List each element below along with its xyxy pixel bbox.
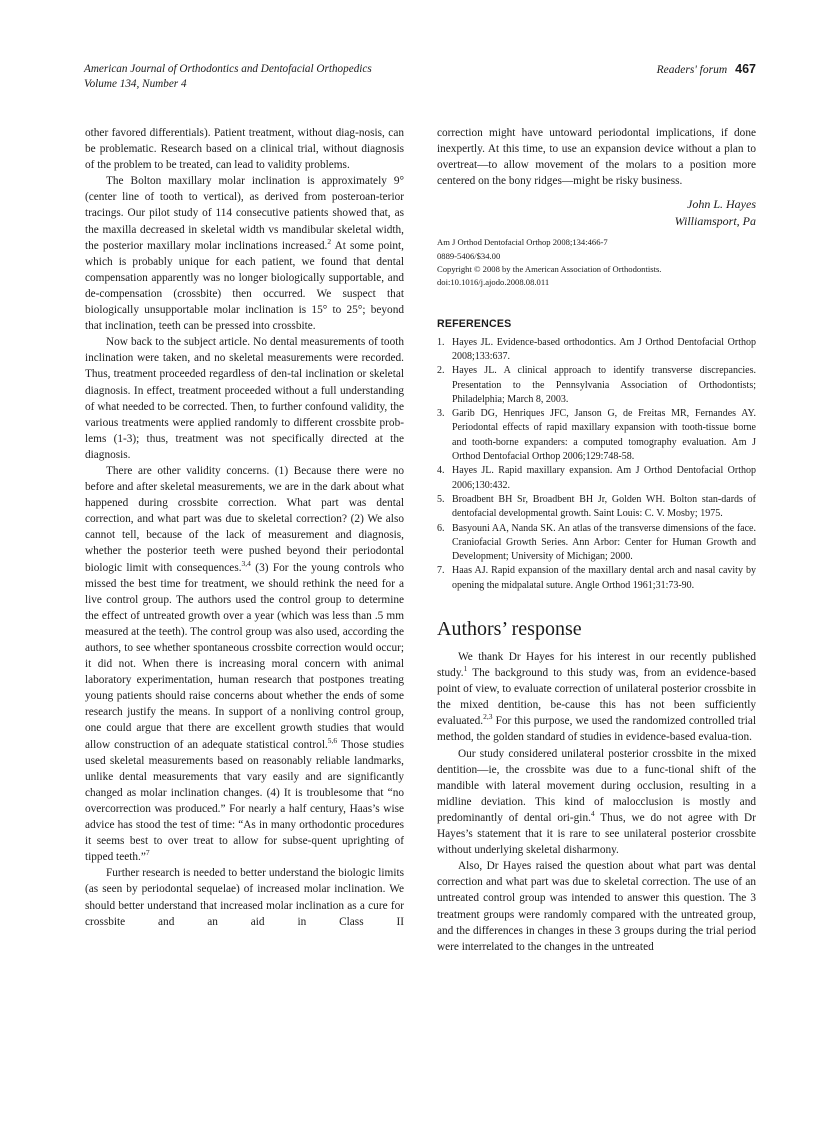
response-paragraph-3: Also, Dr Hayes raised the question about what part was dental correction and what part was due to skeletal correction. The use of an untreated control group was intended to answer this question. The 3 treatment groups were randomly compared with the untreated group, and the differences in changes in these 3 groups during the trial period were interrelated to the changes in the untreated [437, 860, 756, 953]
citation-superscript: 7 [145, 848, 150, 858]
reference-item: 4. Hayes JL. Rapid maxillary expansion. Am J Orthod Dentofacial Orthop 2006;130:432. [437, 465, 756, 491]
left-column [85, 125, 404, 930]
reference-item: 2. Hayes JL. A clinical approach to identify transverse discrepancies. Presentation to the Pennsylvania Association of Orthodontists; Philadelphia; March 8, 2003. [437, 365, 756, 405]
citation-superscript: 5,6 [327, 735, 338, 745]
citation-superscript: 2,3 [483, 712, 493, 722]
copyright-line: Copyright © 2008 by the American Association of Orthodontists. [437, 263, 662, 274]
citation-superscript: 1 [463, 664, 468, 674]
response-paragraph-2: Our study considered unilateral posterior crossbite in the mixed dentition—ie, the crossbite was due to a func-tional shift of the mandible with lateral movement during occlusion, resulting in a midline deviation. This kind of malocclusion is mostly and predominantly of dental ori-gin.$^4$ Thus, we do not agree with Dr Hayes’s statement that it is rare to see unilateral posterior crossbite without underlying skeletal disharmony. [437, 747, 756, 857]
citation-superscript: 4 [590, 808, 595, 818]
journal-title: American Journal of Orthodontics and Dentofacial Orthopedics [84, 63, 372, 75]
letter-paragraph-1: other favored differentials). Patient treatment, without diag-nosis, can be problematic. Research based on a clinical trial, without diagnosis of the problem to be treated, can lead to validity problems. [85, 127, 404, 172]
references-list [437, 336, 756, 593]
journal-volume: Volume 134, Number 4 [84, 78, 187, 90]
doi-line[interactable]: doi:10.1016/j.ajodo.2008.08.011 [437, 277, 550, 288]
response-paragraph-1: We thank Dr Hayes for his interest in our recently published study.$^1$ The background to this study was, from an evidence-based point of view, to evaluate correction of unilateral posterior crossbite in the mixed dentition, be-cause this has not been sufficiently evaluated.$^{2,3}$ For this purpose, we used the randomized controlled trial method, the golden standard of studies in evidence-based evalua-tion. [437, 651, 756, 744]
reference-item: 6. Basyouni AA, Nanda SK. An atlas of the transverse dimensions of the face. Craniofacial Growth Series. Ann Arbor: Center for Human Growth and Development; University of Michigan; 2000. [437, 522, 756, 563]
signature [437, 196, 756, 230]
letter-paragraph-5: Further research is needed to better understand the biologic limits (as seen by periodontal sequelae) of increased molar inclination. We should better understand that increased molar inclination as a cure for crossbite and an aid in Class II [85, 867, 404, 928]
citation-line: Am J Orthod Dentofacial Orthop 2008;134:466-7 [437, 237, 608, 248]
citation-superscript: 3,4 [241, 558, 251, 568]
page-number: 467 [735, 62, 756, 76]
reference-item: 1. Hayes JL. Evidence-based orthodontics. Am J Orthod Dentofacial Orthop 2008;133:637. [437, 336, 756, 362]
citation-superscript: 2 [327, 236, 332, 246]
section-name: Readers' forum [656, 64, 728, 76]
running-header-journal [84, 62, 372, 92]
issn-line: 0889-5406/$34.00 [437, 250, 501, 261]
letter-paragraph-2: The Bolton maxillary molar inclination is approximately 9° (center line of tooth to vertical), as derived from posteroan-terior tracings. Our pilot study of 114 consecutive patients showed that, as the maxilla decreased in skeletal width vs mandibular skeletal width, the posterior maxillary molar inclinations increased.$^2$ At some point, which is probably unique for each patient, we found that dental compensation apparently was no longer biologically supportable, and de-compensation (crossbite) then occurred. We suspect that biologically unsupportable molar inclination is 15° to 25°; beyond that inclination, teeth can be pressed into crossbite. [85, 175, 404, 333]
references-heading: REFERENCES [437, 317, 512, 330]
author-location: Williamsport, Pa [674, 214, 756, 229]
letter-paragraph-4: There are other validity concerns. (1) Because there were no before and after skeletal measurements, we are in the dark about what happened during crossbite correction. What part was dental correction, and what part was due to skeletal correction? (2) We also cannot tell, because of the lack of measurement and diagnosis, whether the posterior teeth were pushed beyond their periodontal biologic limit with consequences.$^{3,4}$ (3) For the young controls who missed the best time for treatment, we should rethink the need for a live control group. The authors used the control group to determine the effect of untreated growth over a year (which was less than .5 mm measured at the teeth). The control group was also used, according the authors, to see whether spontaneous crossbite correction would occur; it did not. When there is increasing moral concern with animal laboratory experimentation, human research that postpones treating young patients should raise concerns about whether the ends of some research justify the means. In support of a nonliving control group, one could argue that there are excellent growth studies that would allow construction of an adequate statistical control.$^{5,6}$ Those studies used skeletal measurements based on reasonably reliable landmarks, unlike dental measurements that vary easily and are significantly changed as molar inclination changes. (4) It is troublesome that “no overcorrection was produced.” For nearly a half century, Haas’s wise advice has stood the test of time: “As in many orthodontic procedures it seems best to over treat to allow for subse-quent uprighting of tipped teeth.”$^7$ [85, 464, 405, 864]
right-column [437, 125, 756, 955]
reference-item: 3. Garib DG, Henriques JFC, Janson G, de Freitas MR, Fernandes AY. Periodontal effects of rapid maxillary expansion with tooth-tissue borne and tooth-borne expanders: a computed tomography evaluation. Am J Orthod Dentofacial Orthop 2006;129:748-58. [437, 408, 756, 463]
letter-paragraph-3: Now back to the subject article. No dental measurements of tooth inclination were taken, and no skeletal measurements were recorded. Thus, treatment proceeded regardless of den-tal inclination or skeletal diagnosis. In effect, treatment proceeded without a full understanding of what needed to be corrected. Then, to further confound validity, the various treatments were applied randomly to different crossbite prob-lems (1-3); thus, treatment was not specifically directed at the diagnosis. [85, 336, 404, 461]
running-header-section [657, 62, 756, 78]
authors-response-heading: Authors’ response [437, 618, 582, 640]
reference-item: 7. Haas AJ. Rapid expansion of the maxillary dental arch and nasal cavity by opening the midpalatal suture. Angle Orthod 1961;31:73-90. [437, 565, 756, 591]
author-name: John L. Hayes [687, 197, 756, 212]
letter-paragraph-5-continued: correction might have untoward periodontal implications, if done inexpertly. At this time, to use an expansion device without a plan to overtreat—to allow movement of the molars to a position more centered on the bony ridges—might be risky business. [437, 127, 756, 188]
reference-item: 5. Broadbent BH Sr, Broadbent BH Jr, Golden WH. Bolton stan-dards of dentofacial developmental growth. Saint Louis: C. V. Mosby; 1975. [437, 493, 756, 520]
article-metadata [437, 236, 756, 289]
